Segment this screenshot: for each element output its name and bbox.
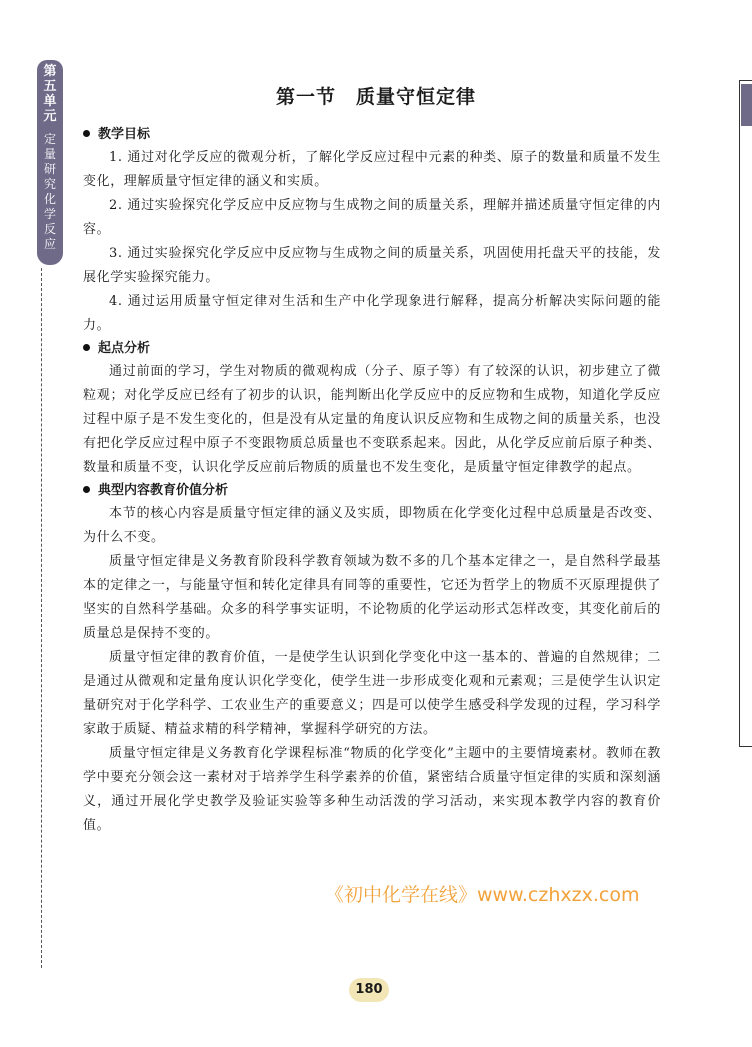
section-heading-text: 起点分析	[98, 341, 151, 356]
section-heading-text: 教学目标	[98, 127, 151, 142]
page-number: 180	[349, 978, 389, 1002]
section-heading	[83, 124, 661, 146]
bullet-icon	[83, 344, 90, 351]
section-educational-value	[83, 480, 661, 838]
right-margin-frame	[739, 80, 752, 747]
value-paragraph: 质量守恒定律是义务教育化学课程标准“物质的化学变化”主题中的主要情境素材。教师在教学中要充分领会这一素材对于培养学生科学素养的价值，紧密结合质量守恒定律的实质和深刻涵义，通过开展化学史教学及验证实验等多种生动活泼的学习活动，来实现本教学内容的教育价值。	[83, 746, 661, 833]
page-content	[83, 124, 661, 838]
value-paragraph: 本节的核心内容是质量守恒定律的涵义及实质，即物质在化学变化过程中总质量是否改变、为什么不变。	[83, 506, 661, 545]
section-heading	[83, 480, 661, 502]
unit-title: 定量研究化学反应	[44, 132, 57, 251]
goal-paragraph: 2. 通过实验探究化学反应中反应物与生成物之间的质量关系，理解并描述质量守恒定律的内容。	[83, 198, 661, 237]
watermark-text: 《初中化学在线》www.czhxzx.com	[325, 884, 640, 906]
unit-label: 第五单元	[43, 64, 57, 124]
bullet-icon	[83, 486, 90, 493]
margin-dashed-line	[41, 268, 42, 968]
value-paragraph: 质量守恒定律的教育价值，一是使学生认识到化学变化中这一基本的、普遍的自然规律；二是通过从微观和定量角度认识化学变化，使学生进一步形成变化观和元素观；三是使学生认识定量研究对于化学科学、工农业生产的重要意义；四是可以使学生感受科学发现的过程，学习科学家敢于质疑、精益求精的科学精神，掌握科学研究的方法。	[83, 650, 661, 737]
section-starting-point	[83, 338, 661, 480]
bullet-icon	[83, 130, 90, 137]
goal-paragraph: 4. 通过运用质量守恒定律对生活和生产中化学现象进行解释，提高分析解决实际问题的能力。	[83, 294, 661, 333]
section-heading-text: 典型内容教育价值分析	[98, 483, 229, 498]
goal-paragraph: 1. 通过对化学反应的微观分析，了解化学反应过程中元素的种类、原子的数量和质量不发生变化，理解质量守恒定律的涵义和实质。	[83, 150, 661, 189]
value-paragraph: 质量守恒定律是义务教育阶段科学教育领域为数不多的几个基本定律之一，是自然科学最基本的定律之一，与能量守恒和转化定律具有同等的重要性，它还为哲学上的物质不灭原理提供了坚实的自然科学基础。众多的科学事实证明，不论物质的化学运动形式怎样改变，其变化前后的质量总是保持不变的。	[83, 554, 661, 641]
page-title: 第一节 质量守恒定律	[275, 86, 476, 108]
analysis-paragraph: 通过前面的学习，学生对物质的微观构成（分子、原子等）有了较深的认识，初步建立了微粒观；对化学反应已经有了初步的认识，能判断出化学反应中的反应物和生成物，知道化学反应过程中原子是不发生变化的，但是没有从定量的角度认识反应物和生成物之间的质量关系，也没有把化学反应过程中原子不变跟物质总质量也不变联系起来。因此，从化学反应前后原子种类、数量和质量不变，认识化学反应前后物质的质量也不发生变化，是质量守恒定律教学的起点。	[83, 364, 661, 475]
goal-paragraph: 3. 通过实验探究化学反应中反应物与生成物之间的质量关系，巩固使用托盘天平的技能，发展化学实验探究能力。	[83, 246, 661, 285]
section-heading	[83, 338, 661, 360]
section-teaching-goals	[83, 124, 661, 338]
